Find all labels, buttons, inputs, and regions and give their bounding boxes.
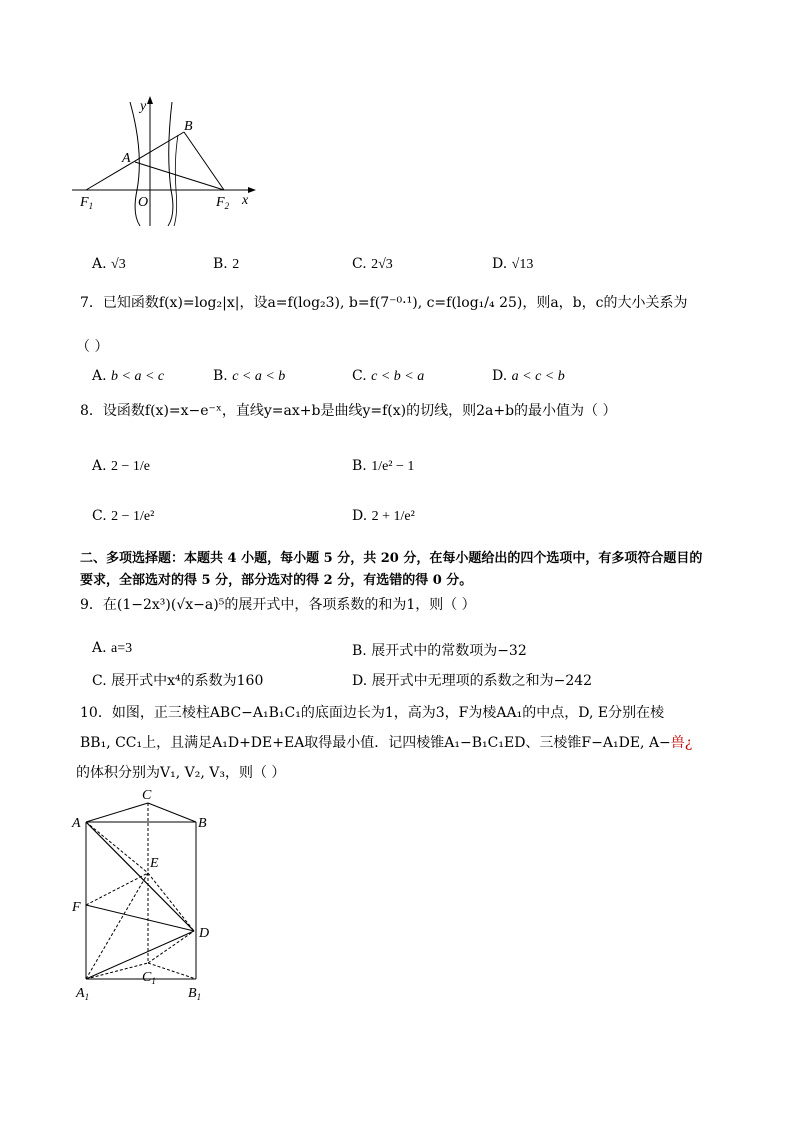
label-C: C [142, 788, 152, 803]
prism-figure [66, 785, 226, 1005]
q10-line2: BB₁, CC₁上，且满足A₁D+DE+EA取得最小值．记四棱锥A₁−B₁C₁ED、三棱锥F−A₁DE, A−兽¿ [80, 735, 693, 751]
q6-option-a[interactable]: A. √3 [92, 256, 126, 272]
hyperbola-figure [60, 90, 270, 230]
label-x: x [242, 193, 249, 208]
label-A1: $A_1$ [76, 986, 90, 1002]
q8-option-c[interactable]: C. 2 − 1/e² [92, 508, 155, 524]
q8-option-b[interactable]: B. 1/e² − 1 [352, 458, 415, 474]
q7-stem: 7．已知函数f(x)=log₂|x|，设a=f(log₂3), b=f(7⁻⁰·¹), c=f(log₁/₄ 25)，则a，b，c的大小关系为 [80, 295, 688, 311]
q7-option-b[interactable]: B. c < a < b [213, 368, 286, 384]
q8-option-a[interactable]: A. 2 − 1/e [92, 458, 151, 474]
q7-paren: （ ） [76, 339, 109, 355]
label-B: B [184, 119, 193, 134]
label-F: F [72, 900, 81, 915]
q10-garbled-text: 兽¿ [670, 735, 693, 751]
label-C1: $C_1$ [142, 970, 156, 986]
label-B1: $B_1$ [188, 986, 202, 1002]
label-D: D [199, 926, 210, 941]
section2-header-line2: 要求，全部选对的得 5 分，部分选对的得 2 分，有选错的得 0 分。 [80, 573, 473, 588]
label-O: O [138, 195, 149, 210]
q9-option-a[interactable]: A. a=3 [92, 640, 133, 656]
section2-header-line1: 二、多项选择题：本题共 4 小题，每小题 5 分，共 20 分，在每小题给出的四个选项中，有多项符合题目的 [80, 551, 703, 566]
q6-option-b[interactable]: B. 2 [213, 256, 240, 272]
label-A: A [72, 816, 81, 831]
q10-line3: 的体积分别为V₁, V₂, V₃，则（ ） [76, 765, 286, 781]
q7-option-c[interactable]: C. c < b < a [352, 368, 425, 384]
label-B: B [198, 816, 207, 831]
q8-stem: 8．设函数f(x)=x−e⁻ˣ，直线y=ax+b是曲线y=f(x)的切线，则2a+b的最小值为（ ） [80, 403, 617, 419]
label-F2: $F_2$ [216, 195, 230, 211]
q9-option-d[interactable]: D. 展开式中无理项的系数之和为−242 [352, 673, 593, 689]
q9-option-b[interactable]: B. 展开式中的常数项为−32 [352, 643, 527, 659]
q9-stem: 9．在(1−2x³)(√x−a)⁵的展开式中，各项系数的和为1，则（ ） [80, 597, 476, 613]
label-E: E [150, 856, 159, 871]
q6-option-d[interactable]: D. √13 [492, 256, 534, 272]
label-A: A [122, 151, 131, 166]
q7-option-d[interactable]: D. a < c < b [492, 368, 565, 384]
label-y: y [140, 99, 147, 114]
q10-line1: 10．如图，正三棱柱ABC−A₁B₁C₁的底面边长为1，高为3，F为棱AA₁的中点，D, E分别在棱 [80, 705, 665, 721]
label-F1: $F_1$ [80, 195, 94, 211]
q7-option-a[interactable]: A. b < a < c [92, 368, 165, 384]
q6-option-c[interactable]: C. 2√3 [352, 256, 393, 272]
q8-option-d[interactable]: D. 2 + 1/e² [352, 508, 415, 524]
q9-option-c[interactable]: C. 展开式中x⁴的系数为160 [92, 673, 264, 689]
